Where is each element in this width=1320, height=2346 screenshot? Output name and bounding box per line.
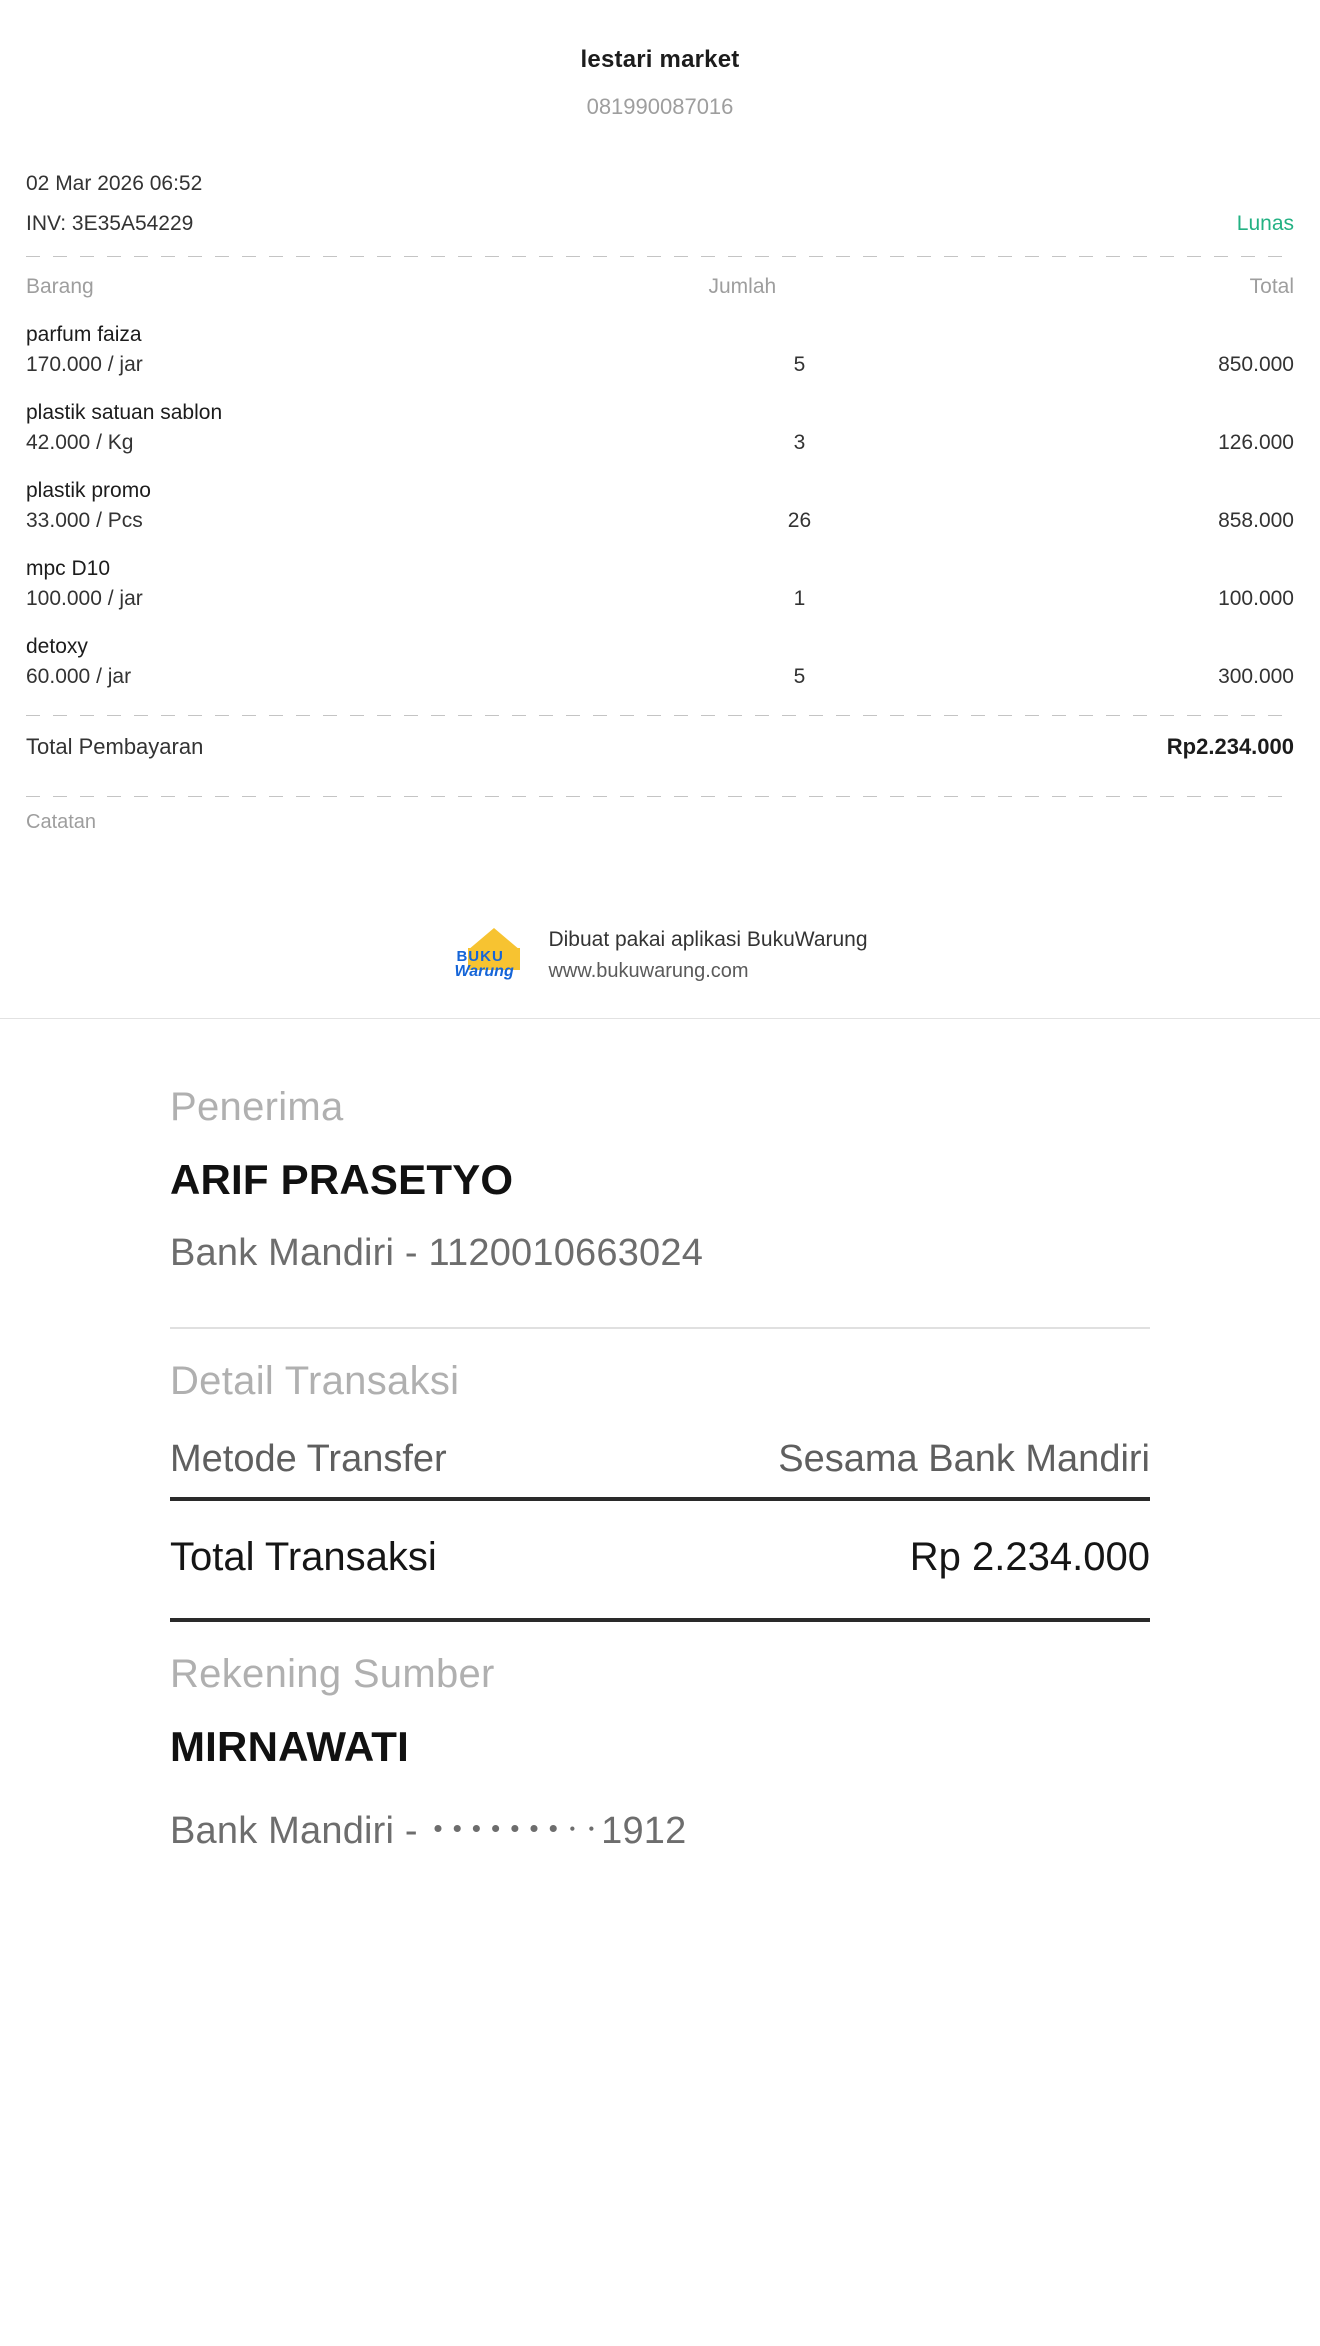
table-row bbox=[26, 305, 1294, 383]
item-quantity: 5 bbox=[793, 353, 806, 376]
item-unit-price: 60.000 / jar bbox=[26, 665, 132, 688]
receipt-section bbox=[0, 0, 1320, 1018]
logo-text-warung: Warung bbox=[454, 963, 514, 980]
item-total: 100.000 bbox=[1218, 587, 1294, 610]
item-name: parfum faiza bbox=[26, 323, 142, 346]
divider-dashed-top bbox=[26, 256, 1294, 257]
item-quantity: 1 bbox=[793, 587, 806, 610]
recipient-name: ARIF PRASETYO bbox=[170, 1156, 514, 1203]
note-label: Catatan bbox=[26, 811, 97, 833]
item-unit-price: 33.000 / Pcs bbox=[26, 509, 143, 532]
transfer-method-value: Sesama Bank Mandiri bbox=[778, 1438, 1150, 1480]
status-badge: Lunas bbox=[1236, 212, 1294, 235]
items-table-head bbox=[26, 261, 1294, 305]
store-phone: 081990087016 bbox=[586, 94, 734, 119]
app-footer-text bbox=[548, 928, 867, 983]
total-payment-row bbox=[26, 716, 1294, 776]
logo-text-buku: BUKU bbox=[456, 948, 504, 965]
item-name: mpc D10 bbox=[26, 557, 111, 580]
transaction-total-value: Rp 2.234.000 bbox=[909, 1535, 1150, 1579]
transaction-total-row bbox=[170, 1535, 1150, 1580]
table-row bbox=[26, 461, 1294, 539]
transaction-detail-heading: Detail Transaksi bbox=[170, 1359, 460, 1403]
item-total: 126.000 bbox=[1218, 431, 1294, 454]
divider-line-dark-top bbox=[170, 1497, 1150, 1501]
app-footer-brand bbox=[26, 926, 1294, 1018]
recipient-heading: Penerima bbox=[170, 1085, 344, 1129]
spacer bbox=[170, 1622, 1150, 1652]
spacer bbox=[170, 1329, 1150, 1359]
item-name: plastik promo bbox=[26, 479, 151, 502]
item-detail-line bbox=[26, 431, 1294, 461]
source-bank-account: Bank Mandiri - ･･･････‥1912 bbox=[170, 1810, 687, 1852]
items-header-row bbox=[26, 261, 1294, 305]
receipt-datetime: 02 Mar 2026 06:52 bbox=[26, 172, 203, 195]
item-name: plastik satuan sablon bbox=[26, 401, 223, 424]
spacer bbox=[170, 1580, 1150, 1602]
logo-roof-shape bbox=[468, 928, 520, 950]
table-row bbox=[26, 617, 1294, 695]
transaction-total-label: Total Transaksi bbox=[170, 1535, 437, 1579]
item-detail-line bbox=[26, 353, 1294, 383]
item-unit-price: 42.000 / Kg bbox=[26, 431, 134, 454]
item-quantity: 26 bbox=[787, 509, 812, 532]
column-header-item: Barang bbox=[26, 275, 94, 298]
items-list bbox=[26, 305, 1294, 695]
source-account-name: MIRNAWATI bbox=[170, 1723, 409, 1770]
item-detail-line bbox=[26, 587, 1294, 617]
footer-made-with: Dibuat pakai aplikasi BukuWarung bbox=[548, 927, 868, 951]
items-table bbox=[26, 261, 1294, 305]
store-name: lestari market bbox=[580, 46, 740, 73]
item-name: detoxy bbox=[26, 635, 88, 658]
total-payment-value: Rp2.234.000 bbox=[1166, 734, 1294, 759]
item-quantity: 3 bbox=[793, 431, 806, 454]
table-row bbox=[26, 539, 1294, 617]
item-total: 850.000 bbox=[1218, 353, 1294, 376]
bukuwarung-logo-icon bbox=[452, 926, 532, 984]
table-row bbox=[26, 383, 1294, 461]
recipient-bank-account: Bank Mandiri - 1120010663024 bbox=[170, 1232, 704, 1274]
item-unit-price: 170.000 / jar bbox=[26, 353, 143, 376]
item-quantity: 5 bbox=[793, 665, 806, 688]
receipt-invoice-row bbox=[26, 212, 1294, 236]
transfer-method-label: Metode Transfer bbox=[170, 1438, 447, 1480]
item-total: 300.000 bbox=[1218, 665, 1294, 688]
footer-website: www.bukuwarung.com bbox=[548, 959, 749, 982]
transfer-content bbox=[170, 1085, 1150, 1854]
item-detail-line bbox=[26, 509, 1294, 539]
receipt-datetime-row bbox=[26, 172, 1294, 196]
item-detail-line bbox=[26, 665, 1294, 695]
transfer-method-row bbox=[170, 1438, 1150, 1481]
column-header-qty: Jumlah bbox=[708, 275, 777, 298]
item-unit-price: 100.000 / jar bbox=[26, 587, 143, 610]
source-account-heading: Rekening Sumber bbox=[170, 1652, 495, 1696]
transfer-detail-section bbox=[0, 1019, 1320, 1894]
receipt-meta bbox=[26, 172, 1294, 236]
total-payment-label: Total Pembayaran bbox=[26, 734, 204, 759]
receipt-invoice-number: INV: 3E35A54229 bbox=[26, 212, 194, 235]
column-header-total: Total bbox=[1249, 275, 1294, 298]
item-total: 858.000 bbox=[1218, 509, 1294, 532]
